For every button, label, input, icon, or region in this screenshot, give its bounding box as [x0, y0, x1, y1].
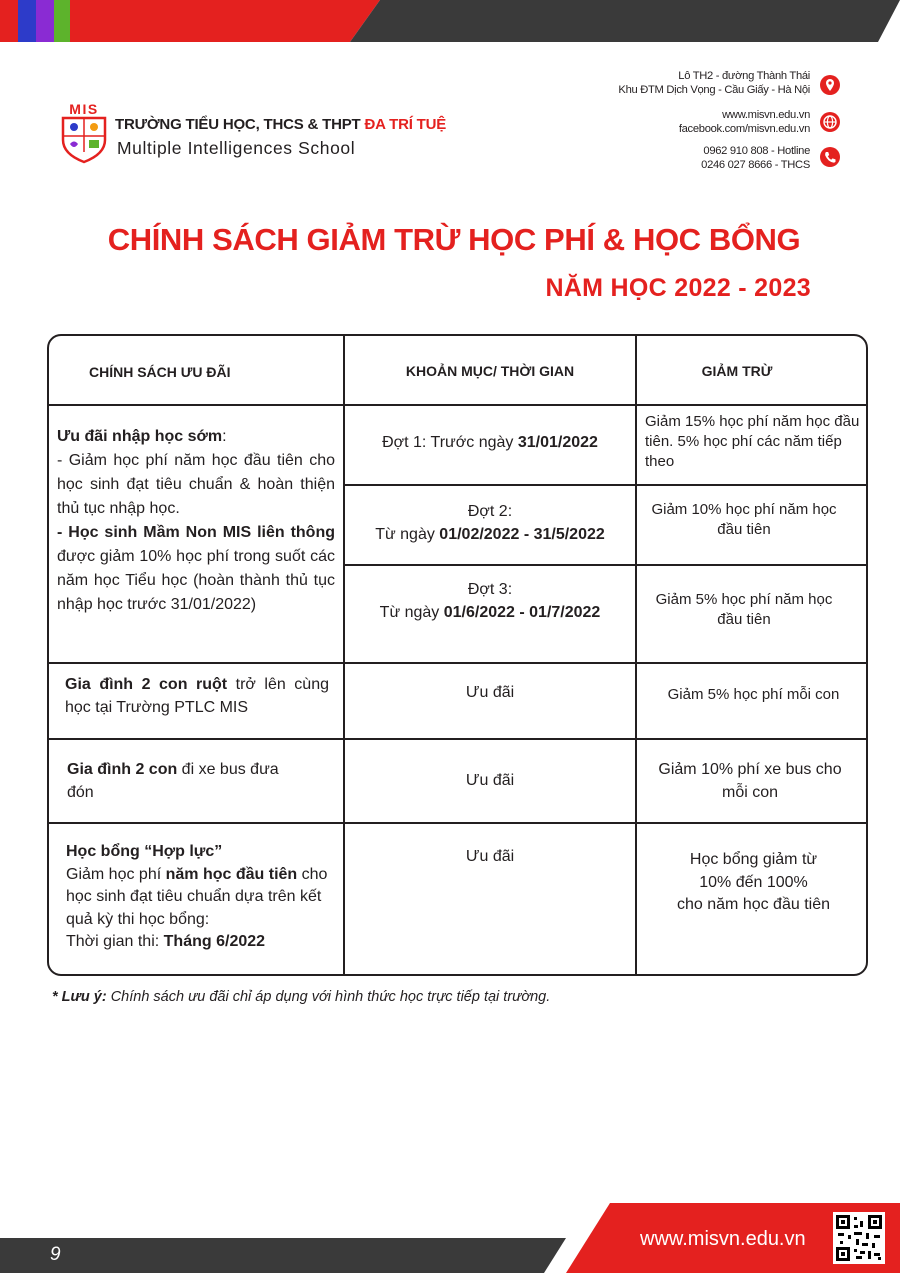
- dot3-discount: Giảm 5% học phí năm học đầu tiên: [655, 591, 833, 628]
- qr-code: [833, 1212, 885, 1264]
- page-title: CHÍNH SÁCH GIẢM TRỪ HỌC PHÍ & HỌC BỔNG: [107, 222, 801, 257]
- school-name-en: Multiple Intelligences School: [117, 138, 356, 158]
- dot1-discount: Giảm 15% học phí năm học đầu tiên. 5% học phí các năm tiếp theo: [645, 413, 860, 470]
- page-subtitle: NĂM HỌC 2022 - 2023: [545, 274, 811, 302]
- footer-website-link[interactable]: www.misvn.edu.vn: [640, 1228, 806, 1250]
- footnote: * Lưu ý: Chính sách ưu đãi chỉ áp dụng với hình thức học trực tiếp tại trường.: [52, 989, 551, 1005]
- siblings-item: Ưu đãi: [465, 684, 515, 701]
- dot3-time: Đợt 3: Từ ngày 01/6/2022 - 01/7/2022: [379, 581, 601, 621]
- web-links: www.misvn.edu.vn facebook.com/misvn.edu.vn: [678, 109, 810, 135]
- contact-info: [580, 70, 840, 180]
- globe-icon: [820, 112, 840, 132]
- logo-text: MIS: [69, 102, 99, 117]
- scholarship-discount: Học bổng giảm từ 10% đến 100% cho năm học đầu tiên: [677, 851, 830, 913]
- scholarship-item: Ưu đãi: [465, 848, 515, 865]
- siblings-policy: Gia đình 2 con ruột trở lên cùng học tại Trường PTLC MIS: [65, 676, 329, 716]
- phone-numbers: 0962 910 808 - Hotline 0246 027 8666 - THCS: [701, 145, 810, 171]
- school-name: TRƯỜNG TIỂU HỌC, THCS & THPT ĐA TRÍ TUỆ: [115, 116, 447, 133]
- address: Lô TH2 - đường Thành Thái Khu ĐTM Dịch Vọng - Cầu Giấy - Hà Nội: [618, 70, 810, 96]
- header-discount: GIẢM TRỪ: [701, 363, 773, 379]
- dot2-discount: Giảm 10% học phí năm học đầu tiên: [651, 501, 837, 538]
- dot1-time: Đợt 1: Trước ngày 31/01/2022: [382, 434, 598, 451]
- scholarship-policy: Học bổng “Hợp lực” Giảm học phí năm học đầu tiên cho học sinh đạt tiêu chuẩn dựa trên kết quả kỳ thi học bổng: Thời gian thi: Tháng 6/2022: [66, 843, 328, 950]
- dot2-time: Đợt 2: Từ ngày 01/02/2022 - 31/5/2022: [375, 503, 605, 543]
- header-item-time: KHOẢN MỤC/ THỜI GIAN: [405, 363, 575, 379]
- bus-policy: Gia đình 2 con đi xe bus đưa đón: [67, 761, 279, 801]
- location-icon: [820, 75, 840, 95]
- phone-icon: [820, 147, 840, 167]
- early-enroll-policy: Ưu đãi nhập học sớm: - Giảm học phí năm học đầu tiên cho học sinh đạt tiêu chuẩn & hoàn thiện thủ tục nhập học. - Học sinh Mầm Non MIS liên thông được giảm 10% học phí trong suốt các năm học Tiểu học (hoàn thành thủ tục nhập học trước 31/01/2022): [57, 428, 335, 613]
- siblings-discount: Giảm 5% học phí mỗi con: [667, 686, 840, 703]
- top-banner: [0, 0, 900, 42]
- mis-logo: [60, 102, 108, 164]
- bus-discount: Giảm 10% phí xe bus cho mỗi con: [658, 761, 842, 801]
- header-policy: CHÍNH SÁCH ƯU ĐÃI: [89, 364, 231, 380]
- page-number: 9: [50, 1244, 61, 1265]
- bus-item: Ưu đãi: [465, 772, 515, 789]
- policy-table: [47, 334, 868, 976]
